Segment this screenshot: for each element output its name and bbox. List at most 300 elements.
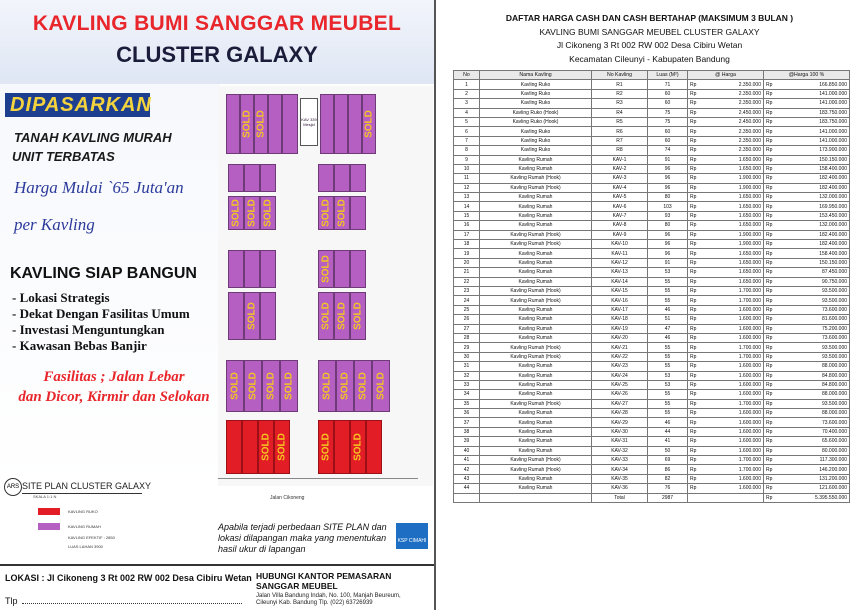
total-cell [688, 493, 764, 502]
promo-line-murah: TANAH KAVLING MURAH [14, 130, 172, 145]
cell-harga-total: 182.400.000 [778, 174, 850, 183]
cell-harga-total: 93.500.000 [778, 343, 850, 352]
cell-currency: Rp [688, 127, 702, 136]
cell-currency: Rp [764, 80, 778, 89]
pricelist-title: DAFTAR HARGA CASH DAN CASH BERTAHAP (MAKSIMUM 3 BULAN ) [505, 13, 794, 23]
cell-nama: Kavling Ruko [480, 136, 592, 145]
benefit-item: - Lokasi Strategis [12, 290, 110, 305]
lot [348, 94, 362, 154]
table-row [454, 352, 850, 361]
cell-luas: 55 [648, 362, 688, 371]
cell-luas: 96 [648, 240, 688, 249]
cell-harga: 1.900.000 [702, 174, 764, 183]
cell-no-kavling: KAV-32 [592, 446, 648, 455]
cell-no: 38 [454, 427, 480, 436]
cell-no-kavling: KAV-17 [592, 305, 648, 314]
cell-harga-total: 88.000.000 [778, 362, 850, 371]
cell-luas: 96 [648, 249, 688, 258]
cell-nama: Kavling Rumah [480, 193, 592, 202]
lot [334, 292, 350, 340]
cell-no-kavling: KAV-34 [592, 465, 648, 474]
cell-currency: Rp [688, 333, 702, 342]
cell-nama: Kavling Rumah [480, 315, 592, 324]
cell-harga: 1.600.000 [702, 315, 764, 324]
table-row [454, 371, 850, 380]
col-header: No [454, 71, 480, 80]
cell-currency: Rp [688, 465, 702, 474]
cell-no-kavling: KAV-26 [592, 390, 648, 399]
cell-harga: 1.700.000 [702, 456, 764, 465]
total-luas: 2987 [648, 493, 688, 502]
cell-harga-total: 158.400.000 [778, 164, 850, 173]
cell-currency: Rp [764, 418, 778, 427]
lot [244, 196, 260, 230]
cell-nama: Kavling Rumah [480, 221, 592, 230]
lot [228, 250, 244, 288]
sold-label: SOLD [276, 433, 288, 461]
cell-no: 10 [454, 164, 480, 173]
cell-harga-total: 121.600.000 [778, 484, 850, 493]
cell-currency: Rp [764, 183, 778, 192]
cell-no-kavling: KAV-29 [592, 418, 648, 427]
cell-luas: 55 [648, 409, 688, 418]
cell-currency: Rp [764, 409, 778, 418]
sold-label: SOLD [320, 302, 332, 330]
cell-currency: Rp [764, 380, 778, 389]
cell-no-kavling: KAV-12 [592, 258, 648, 267]
benefit-item: - Dekat Dengan Fasilitas Umum [12, 306, 190, 321]
cell-no-kavling: R1 [592, 80, 648, 89]
price-table-body [454, 80, 850, 493]
cell-harga-total: 81.600.000 [778, 315, 850, 324]
cell-currency: Rp [764, 484, 778, 493]
cell-no: 39 [454, 437, 480, 446]
cell-nama: Kavling Rumah (Hook) [480, 343, 592, 352]
cell-nama: Kavling Ruko [480, 80, 592, 89]
table-row [454, 211, 850, 220]
lot [354, 360, 372, 412]
cell-harga: 1.650.000 [702, 221, 764, 230]
cell-harga-total: 88.000.000 [778, 409, 850, 418]
cell-harga-total: 158.400.000 [778, 249, 850, 258]
cell-no-kavling: KAV-3 [592, 174, 648, 183]
cell-no: 26 [454, 315, 480, 324]
cell-currency: Rp [688, 305, 702, 314]
cell-no-kavling: R6 [592, 127, 648, 136]
lot [362, 94, 376, 154]
lot [226, 360, 244, 412]
cell-currency: Rp [688, 343, 702, 352]
cell-no: 43 [454, 474, 480, 483]
price-list-panel [436, 0, 863, 610]
cell-currency: Rp [688, 99, 702, 108]
cell-currency: Rp [764, 390, 778, 399]
cell-currency: Rp [688, 117, 702, 126]
cell-no-kavling: KAV-28 [592, 409, 648, 418]
cell-nama: Kavling Rumah [480, 474, 592, 483]
cell-currency: Rp [688, 409, 702, 418]
cell-luas: 60 [648, 127, 688, 136]
cell-no-kavling: KAV-10 [592, 240, 648, 249]
sold-label: SOLD [246, 199, 258, 227]
lot [254, 94, 268, 154]
cell-no: 1 [454, 80, 480, 89]
cell-harga-total: 182.400.000 [778, 240, 850, 249]
lot [350, 250, 366, 288]
cell-no: 18 [454, 240, 480, 249]
cell-harga: 1.900.000 [702, 183, 764, 192]
cell-currency: Rp [764, 89, 778, 98]
total-cell [454, 493, 480, 502]
cell-currency: Rp [688, 474, 702, 483]
cell-harga: 1.700.000 [702, 296, 764, 305]
cell-harga: 2.350.000 [702, 80, 764, 89]
cell-no: 27 [454, 324, 480, 333]
cell-currency: Rp [688, 437, 702, 446]
cell-nama: Kavling Ruko (Hook) [480, 108, 592, 117]
cell-no: 24 [454, 296, 480, 305]
cell-no-kavling: KAV-9 [592, 230, 648, 239]
table-row [454, 249, 850, 258]
cell-currency: Rp [764, 108, 778, 117]
cell-nama: Kavling Rumah [480, 362, 592, 371]
table-row [454, 136, 850, 145]
cell-nama: Kavling Rumah [480, 305, 592, 314]
cell-no-kavling: KAV-31 [592, 437, 648, 446]
cell-harga-total: 93.500.000 [778, 399, 850, 408]
cell-no: 36 [454, 409, 480, 418]
road-label: Jalan Cikoneng [270, 495, 305, 501]
sold-label: SOLD [229, 372, 241, 400]
total-cell [480, 493, 592, 502]
total-currency: Rp [764, 493, 778, 502]
lot [228, 164, 244, 192]
table-row [454, 362, 850, 371]
cell-luas: 46 [648, 418, 688, 427]
cell-nama: Kavling Rumah [480, 427, 592, 436]
cell-luas: 55 [648, 296, 688, 305]
cell-harga: 1.650.000 [702, 277, 764, 286]
cell-no: 15 [454, 211, 480, 220]
legend-ruko-label: KAVLING RUKO [68, 509, 98, 514]
cell-no: 44 [454, 484, 480, 493]
table-row [454, 296, 850, 305]
cell-no: 17 [454, 230, 480, 239]
cell-luas: 60 [648, 89, 688, 98]
cell-currency: Rp [688, 258, 702, 267]
table-row [454, 230, 850, 239]
table-row [454, 446, 850, 455]
cell-no-kavling: R2 [592, 89, 648, 98]
cell-currency: Rp [688, 89, 702, 98]
cell-no: 35 [454, 399, 480, 408]
table-row [454, 474, 850, 483]
cell-harga-total: 75.200.000 [778, 324, 850, 333]
cell-currency: Rp [764, 221, 778, 230]
cell-harga: 1.600.000 [702, 390, 764, 399]
ruko-lot [274, 420, 290, 474]
table-row [454, 277, 850, 286]
cell-luas: 74 [648, 146, 688, 155]
cell-currency: Rp [764, 465, 778, 474]
table-row [454, 333, 850, 342]
cell-no: 23 [454, 286, 480, 295]
lot [318, 196, 334, 230]
cell-nama: Kavling Ruko [480, 127, 592, 136]
sold-label: SOLD [375, 372, 387, 400]
table-row [454, 221, 850, 230]
cell-currency: Rp [688, 371, 702, 380]
cell-luas: 55 [648, 277, 688, 286]
cell-currency: Rp [688, 193, 702, 202]
lot [260, 196, 276, 230]
cell-harga: 1.650.000 [702, 268, 764, 277]
cell-no-kavling: R8 [592, 146, 648, 155]
lot [280, 360, 298, 412]
cell-nama: Kavling Rumah (Hook) [480, 399, 592, 408]
promo-price-1: Harga Mulai `65 Juta'an [14, 178, 184, 197]
legend-luas: LUAS LAHAN 3900 [68, 544, 103, 549]
total-row [454, 493, 850, 502]
cell-harga-total: 80.000.000 [778, 446, 850, 455]
cell-currency: Rp [764, 174, 778, 183]
cell-luas: 82 [648, 474, 688, 483]
cell-currency: Rp [688, 249, 702, 258]
lot [334, 196, 350, 230]
cell-harga-total: 150.150.000 [778, 258, 850, 267]
cell-harga-total: 183.750.000 [778, 117, 850, 126]
cell-nama: Kavling Rumah [480, 380, 592, 389]
cell-currency: Rp [764, 155, 778, 164]
lot [334, 250, 350, 288]
cell-luas: 51 [648, 315, 688, 324]
cell-currency: Rp [764, 117, 778, 126]
cell-currency: Rp [764, 164, 778, 173]
promo-line-terbatas: UNIT TERBATAS [12, 149, 115, 164]
cell-currency: Rp [764, 474, 778, 483]
cell-harga-total: 153.450.000 [778, 211, 850, 220]
cell-currency: Rp [688, 277, 702, 286]
cell-no: 13 [454, 193, 480, 202]
table-row [454, 183, 850, 192]
cell-no: 33 [454, 380, 480, 389]
cell-luas: 41 [648, 437, 688, 446]
brochure-subtitle: CLUSTER GALAXY [116, 42, 318, 67]
cell-no: 21 [454, 268, 480, 277]
lot [268, 94, 282, 154]
cell-currency: Rp [764, 296, 778, 305]
cell-currency: Rp [688, 427, 702, 436]
cell-nama: Kavling Rumah (Hook) [480, 465, 592, 474]
mosque-lot [300, 98, 318, 146]
cell-luas: 76 [648, 484, 688, 493]
cell-harga: 1.650.000 [702, 155, 764, 164]
cell-currency: Rp [688, 164, 702, 173]
cell-no: 22 [454, 277, 480, 286]
cell-no: 25 [454, 305, 480, 314]
cell-nama: Kavling Rumah [480, 390, 592, 399]
cell-harga: 1.700.000 [702, 399, 764, 408]
cell-luas: 96 [648, 174, 688, 183]
cell-currency: Rp [764, 249, 778, 258]
table-row [454, 164, 850, 173]
cell-harga: 2.450.000 [702, 117, 764, 126]
table-row [454, 305, 850, 314]
cell-no-kavling: KAV-13 [592, 268, 648, 277]
cell-harga: 2.350.000 [702, 127, 764, 136]
cell-no-kavling: KAV-4 [592, 183, 648, 192]
pricelist-subtitle: KAVLING BUMI SANGGAR MEUBEL CLUSTER GALAXY [539, 27, 760, 37]
table-row [454, 380, 850, 389]
address-line-1: Jalan Villa Bandung Indah, No. 100, Manjah Beureum, [256, 593, 401, 599]
cell-no-kavling: KAV-16 [592, 296, 648, 305]
cell-nama: Kavling Rumah [480, 202, 592, 211]
company-logo-text: KSP CIMAHI [397, 538, 427, 544]
cell-currency: Rp [688, 352, 702, 361]
sold-label: SOLD [320, 255, 332, 283]
cell-currency: Rp [688, 146, 702, 155]
cell-harga-total: 117.300.000 [778, 456, 850, 465]
cell-harga: 1.600.000 [702, 371, 764, 380]
cell-harga-total: 90.750.000 [778, 277, 850, 286]
cell-currency: Rp [688, 221, 702, 230]
dipasarkan-banner: DIPASARKAN [5, 93, 150, 117]
cell-harga: 1.600.000 [702, 362, 764, 371]
cell-harga: 1.650.000 [702, 211, 764, 220]
lot [318, 360, 336, 412]
cell-harga-total: 132.000.000 [778, 221, 850, 230]
cell-luas: 91 [648, 258, 688, 267]
cell-no: 28 [454, 333, 480, 342]
cell-luas: 93 [648, 211, 688, 220]
cell-harga: 1.650.000 [702, 193, 764, 202]
ruko-lot [334, 420, 350, 474]
cell-harga: 1.600.000 [702, 333, 764, 342]
total-amount: 5.395.550.000 [778, 493, 850, 502]
table-row [454, 418, 850, 427]
cell-currency: Rp [688, 108, 702, 117]
cell-currency: Rp [688, 399, 702, 408]
cell-harga-total: 132.000.000 [778, 193, 850, 202]
cell-currency: Rp [764, 352, 778, 361]
cell-currency: Rp [764, 362, 778, 371]
cell-no: 8 [454, 146, 480, 155]
cell-nama: Kavling Rumah [480, 277, 592, 286]
legend-efektif: KAVLING EFEKTIF : 2850 [68, 535, 115, 540]
cell-harga: 1.600.000 [702, 409, 764, 418]
cell-harga-total: 73.600.000 [778, 418, 850, 427]
cell-currency: Rp [688, 240, 702, 249]
cell-no: 11 [454, 174, 480, 183]
fasilitas-line-1: Fasilitas ; Jalan Lebar [43, 369, 185, 385]
price-table [453, 70, 850, 503]
phone-dotted-line [22, 603, 242, 604]
cell-no-kavling: KAV-1 [592, 155, 648, 164]
fasilitas-line-2: dan Dicor, Kirmir dan Selokan [18, 389, 210, 405]
cell-harga-total: 131.200.000 [778, 474, 850, 483]
lot [244, 360, 262, 412]
cell-no: 42 [454, 465, 480, 474]
cell-luas: 47 [648, 324, 688, 333]
legend-rumah-label: KAVLING RUMAH [68, 524, 101, 529]
cell-harga-total: 93.500.000 [778, 296, 850, 305]
lot [244, 250, 260, 288]
lot [336, 360, 354, 412]
cell-no-kavling: KAV-25 [592, 380, 648, 389]
cell-no: 12 [454, 183, 480, 192]
cell-luas: 69 [648, 456, 688, 465]
cell-no: 14 [454, 202, 480, 211]
table-row [454, 390, 850, 399]
cell-harga: 2.350.000 [702, 89, 764, 98]
cell-no: 5 [454, 117, 480, 126]
cell-no: 32 [454, 371, 480, 380]
cell-currency: Rp [764, 286, 778, 295]
cell-harga: 1.900.000 [702, 230, 764, 239]
cell-luas: 50 [648, 446, 688, 455]
cell-no-kavling: KAV-8 [592, 221, 648, 230]
cell-harga-total: 169.950.000 [778, 202, 850, 211]
cell-harga-total: 93.500.000 [778, 352, 850, 361]
table-row [454, 324, 850, 333]
cell-harga-total: 166.850.000 [778, 80, 850, 89]
cell-currency: Rp [764, 324, 778, 333]
cell-no-kavling: KAV-33 [592, 456, 648, 465]
brochure-title: KAVLING BUMI SANGGAR MEUBEL [32, 12, 402, 35]
cell-harga: 2.350.000 [702, 99, 764, 108]
ruko-lot [350, 420, 366, 474]
cell-harga: 1.700.000 [702, 343, 764, 352]
sold-label: SOLD [283, 372, 295, 400]
cell-currency: Rp [688, 324, 702, 333]
location-text: LOKASI : Jl Cikoneng 3 Rt 002 RW 002 Desa Cibiru Wetan [5, 573, 252, 583]
cell-no-kavling: R4 [592, 108, 648, 117]
cell-luas: 46 [648, 305, 688, 314]
ruko-lot [226, 420, 242, 474]
lot [334, 94, 348, 154]
cell-luas: 55 [648, 352, 688, 361]
cell-luas: 86 [648, 465, 688, 474]
pricelist-address: Jl Cikoneng 3 Rt 002 RW 002 Desa Cibiru Wetan [556, 40, 743, 50]
cell-currency: Rp [688, 230, 702, 239]
cell-currency: Rp [764, 268, 778, 277]
cell-currency: Rp [764, 202, 778, 211]
cell-luas: 80 [648, 193, 688, 202]
cell-harga-total: 141.000.000 [778, 99, 850, 108]
cell-nama: Kavling Rumah (Hook) [480, 352, 592, 361]
lot [350, 292, 366, 340]
cell-currency: Rp [764, 136, 778, 145]
cell-no: 37 [454, 418, 480, 427]
cell-harga-total: 141.000.000 [778, 89, 850, 98]
table-row [454, 99, 850, 108]
cell-nama: Kavling Ruko [480, 89, 592, 98]
cell-nama: Kavling Rumah [480, 211, 592, 220]
cell-nama: Kavling Rumah [480, 268, 592, 277]
cell-currency: Rp [688, 390, 702, 399]
cell-currency: Rp [688, 174, 702, 183]
cell-no: 31 [454, 362, 480, 371]
cell-harga: 1.600.000 [702, 418, 764, 427]
lot [318, 164, 334, 192]
cell-harga-total: 73.600.000 [778, 333, 850, 342]
lot [350, 164, 366, 192]
lot [282, 94, 298, 154]
cell-harga-total: 93.500.000 [778, 286, 850, 295]
cell-harga: 1.700.000 [702, 352, 764, 361]
total-label: Total [592, 493, 648, 502]
benefit-list [12, 290, 190, 354]
